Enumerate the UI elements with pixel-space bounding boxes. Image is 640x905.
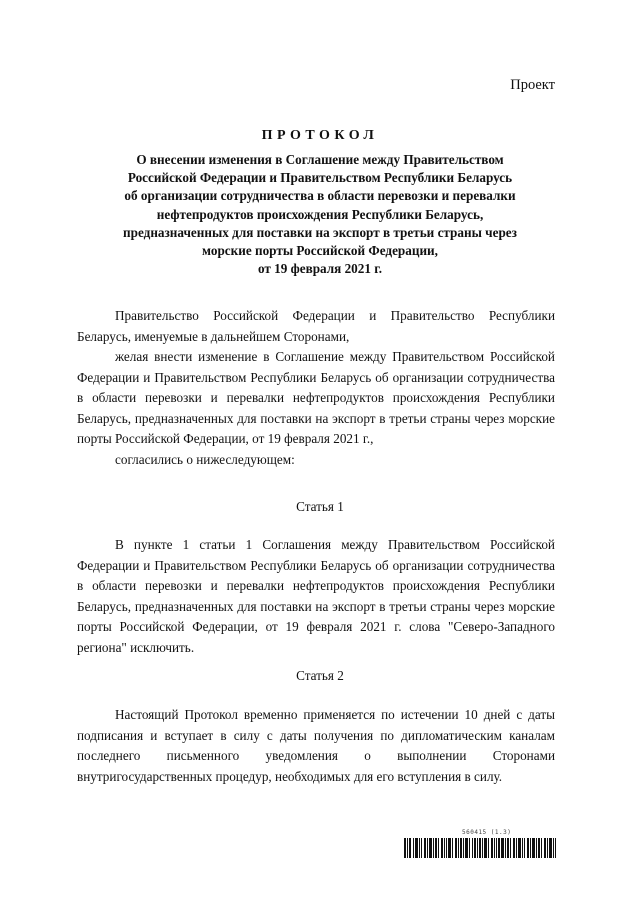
article-1-text: В пункте 1 статьи 1 Соглашения между Правительством Российской Федерации и Правительством Республики Беларусь об организации сотрудничества в области перевозки и перевалки нефтепродуктов происхождения Республики Беларусь, предназначенных для поставки на экспорт в третьи страны через морские порты Российской Федерации, от 19 февраля 2021 г. слова "Северо-Западного региона" исключить. [77, 537, 555, 655]
article-2-text: Настоящий Протокол временно применяется по истечении 10 дней с даты подписания и вступает в силу с даты получения по дипломатическим каналам последнего письменного уведомления о выполнении Сторонами внутригосударственных процедур, необходимых для его вступления в силу. [77, 707, 555, 784]
barcode-caption: 560415 (1.3) [462, 829, 512, 836]
document-subtitle [70, 151, 570, 278]
preamble-parties: Правительство Российской Федерации и Правительство Республики Беларусь, именуемые в дальнейшем Сторонами, [77, 308, 555, 344]
barcode-icon [404, 838, 556, 858]
preamble-agreed: согласились о нижеследующем: [115, 451, 295, 467]
article-2-body [77, 705, 555, 787]
draft-label: Проект [510, 77, 555, 93]
preamble [77, 306, 555, 470]
document-title: ПРОТОКОЛ [261, 128, 379, 143]
preamble-intent: желая внести изменение в Соглашение между Правительством Российской Федерации и Правительством Республики Беларусь об организации сотрудничества в области перевозки и перевалки нефтепродуктов происхождения Республики Беларусь, предназначенных для поставки на экспорт в третьи страны через морские порты Российской Федерации, от 19 февраля 2021 г., [77, 349, 555, 446]
subtitle-line: нефтепродуктов происхождения Республики Беларусь, [156, 206, 484, 222]
article-2-heading: Статья 2 [296, 668, 344, 683]
subtitle-line: об организации сотрудничества в области перевозки и перевалки [124, 188, 516, 204]
article-1-heading: Статья 1 [296, 499, 344, 514]
subtitle-line: от 19 февраля 2021 г. [257, 261, 383, 277]
subtitle-line: морские порты Российской Федерации, [202, 243, 438, 259]
subtitle-line: предназначенных для поставки на экспорт в третьи страны через [123, 224, 517, 240]
subtitle-line: Российской Федерации и Правительством Республики Беларусь [127, 170, 513, 186]
article-1-body [77, 535, 555, 658]
subtitle-line: О внесении изменения в Соглашение между Правительством [136, 152, 504, 167]
